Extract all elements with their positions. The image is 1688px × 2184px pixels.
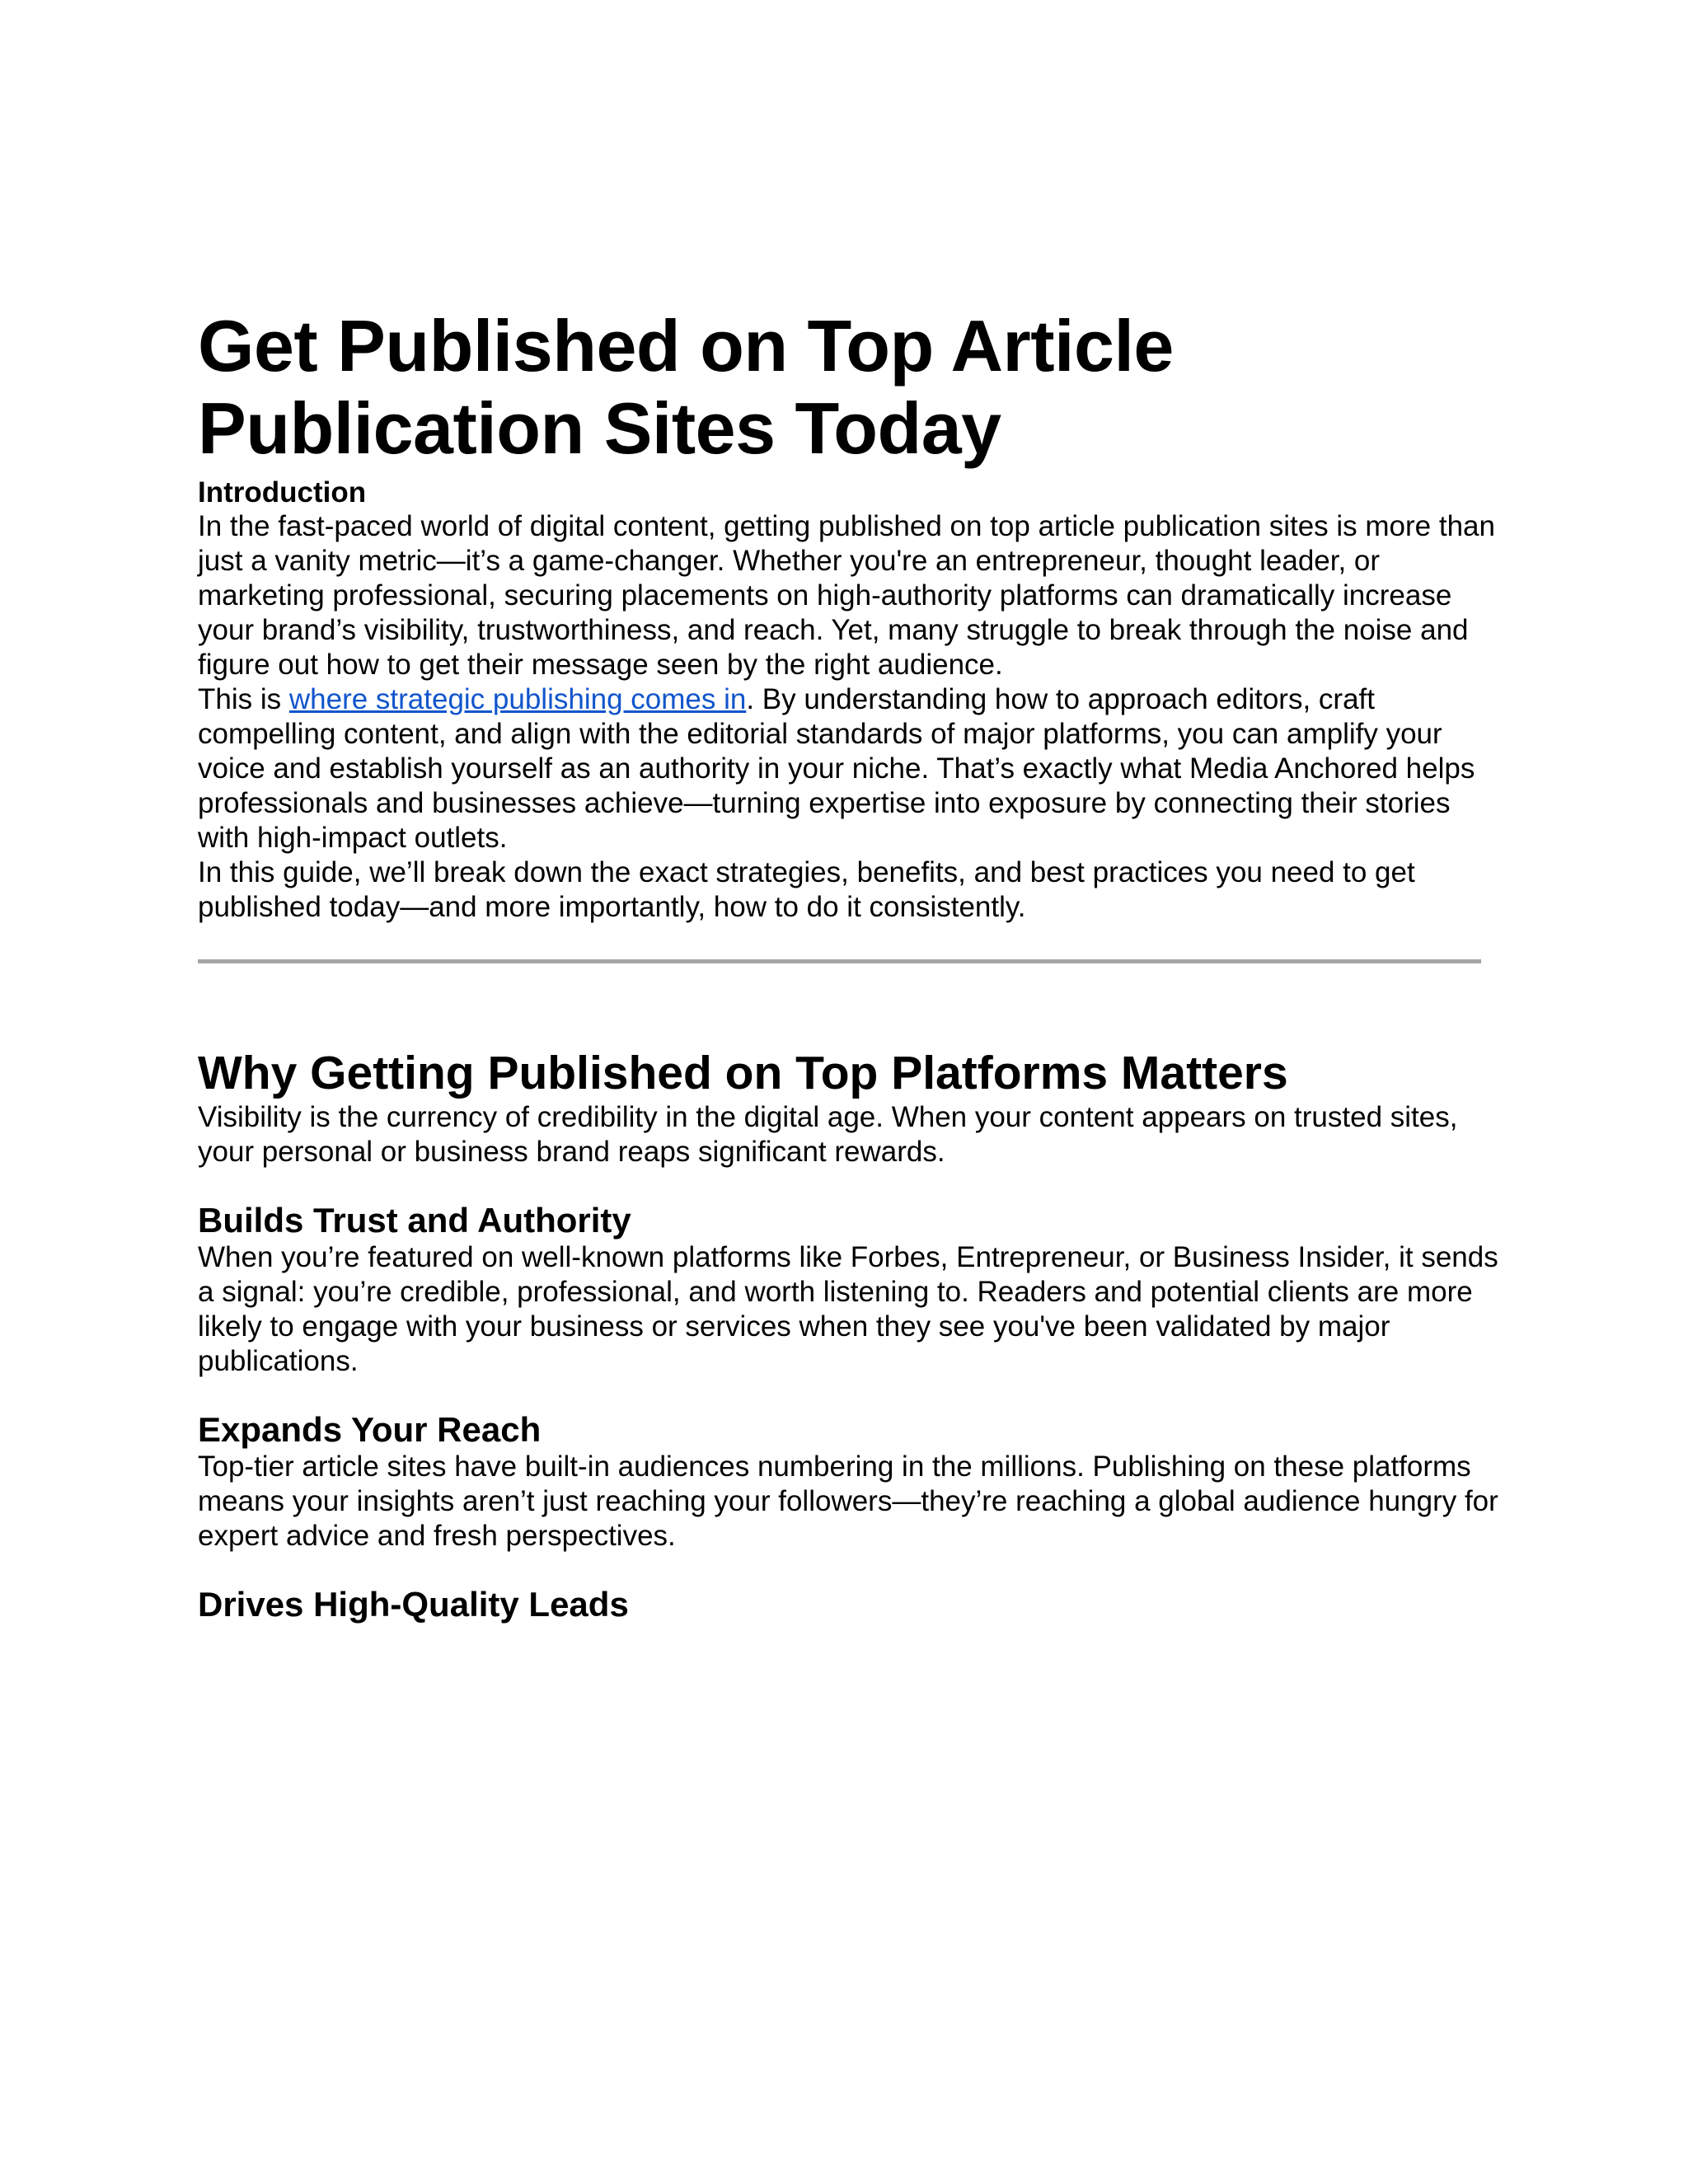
intro-paragraph-2-before-link: This is <box>198 683 289 715</box>
title-line-2: Publication Sites Today <box>198 387 1001 469</box>
subsection-heading-trust: Builds Trust and Authority <box>198 1201 631 1240</box>
subsection-body-reach: Top-tier article sites have built-in audiences numbering in the millions. Publishing on these platforms means your insights aren’t just reaching your followers—they’re reaching a global audience hungry for expert advice and fresh perspectives. <box>198 1451 1498 1552</box>
intro-paragraph-2-after-link: . By understanding how to approach editors, craft compelling content, and align with the editorial standards of major platforms, you can amplify your voice and establish yourself as an authority in your niche. That’s exactly what Media Anchored helps professionals and businesses achieve—turning expertise into exposure by connecting their stories with high-impact outlets. <box>198 683 1475 854</box>
intro-paragraph-3: In this guide, we’ll break down the exact strategies, benefits, and best practices you need to get published today—and more importantly, how to do it consistently. <box>198 856 1415 923</box>
intro-paragraph-2 <box>198 682 1500 855</box>
subsection-body-trust: When you’re featured on well-known platforms like Forbes, Entrepreneur, or Business Insider, it sends a signal: you’re credible, professional, and worth listening to. Readers and potential clients are more likely to engage with your business or services when they see you've been validated by major publications. <box>198 1241 1498 1377</box>
page-title <box>198 305 1500 470</box>
strategic-publishing-link[interactable]: where strategic publishing comes in <box>288 683 747 715</box>
document-page <box>198 305 1500 1624</box>
section-lead: Visibility is the currency of credibility in the digital age. When your content appears on trusted sites, your personal or business brand reaps significant rewards. <box>198 1101 1458 1168</box>
subsection-heading-leads: Drives High-Quality Leads <box>198 1585 629 1624</box>
section-heading: Why Getting Published on Top Platforms Matters <box>198 1047 1288 1099</box>
title-line-1: Get Published on Top Article <box>198 305 1174 387</box>
subsection-heading-reach: Expands Your Reach <box>198 1410 542 1449</box>
section-divider <box>198 959 1481 963</box>
intro-label: Introduction <box>198 476 367 509</box>
intro-paragraph-1: In the fast-paced world of digital content, getting published on top article publication sites is more than just a vanity metric—it’s a game-changer. Whether you're an entrepreneur, thought leader, or marketing professional, securing placements on high-authority platforms can dramatically increase your brand’s visibility, trustworthiness, and reach. Yet, many struggle to break through the noise and figure out how to get their message seen by the right audience. <box>198 510 1495 681</box>
